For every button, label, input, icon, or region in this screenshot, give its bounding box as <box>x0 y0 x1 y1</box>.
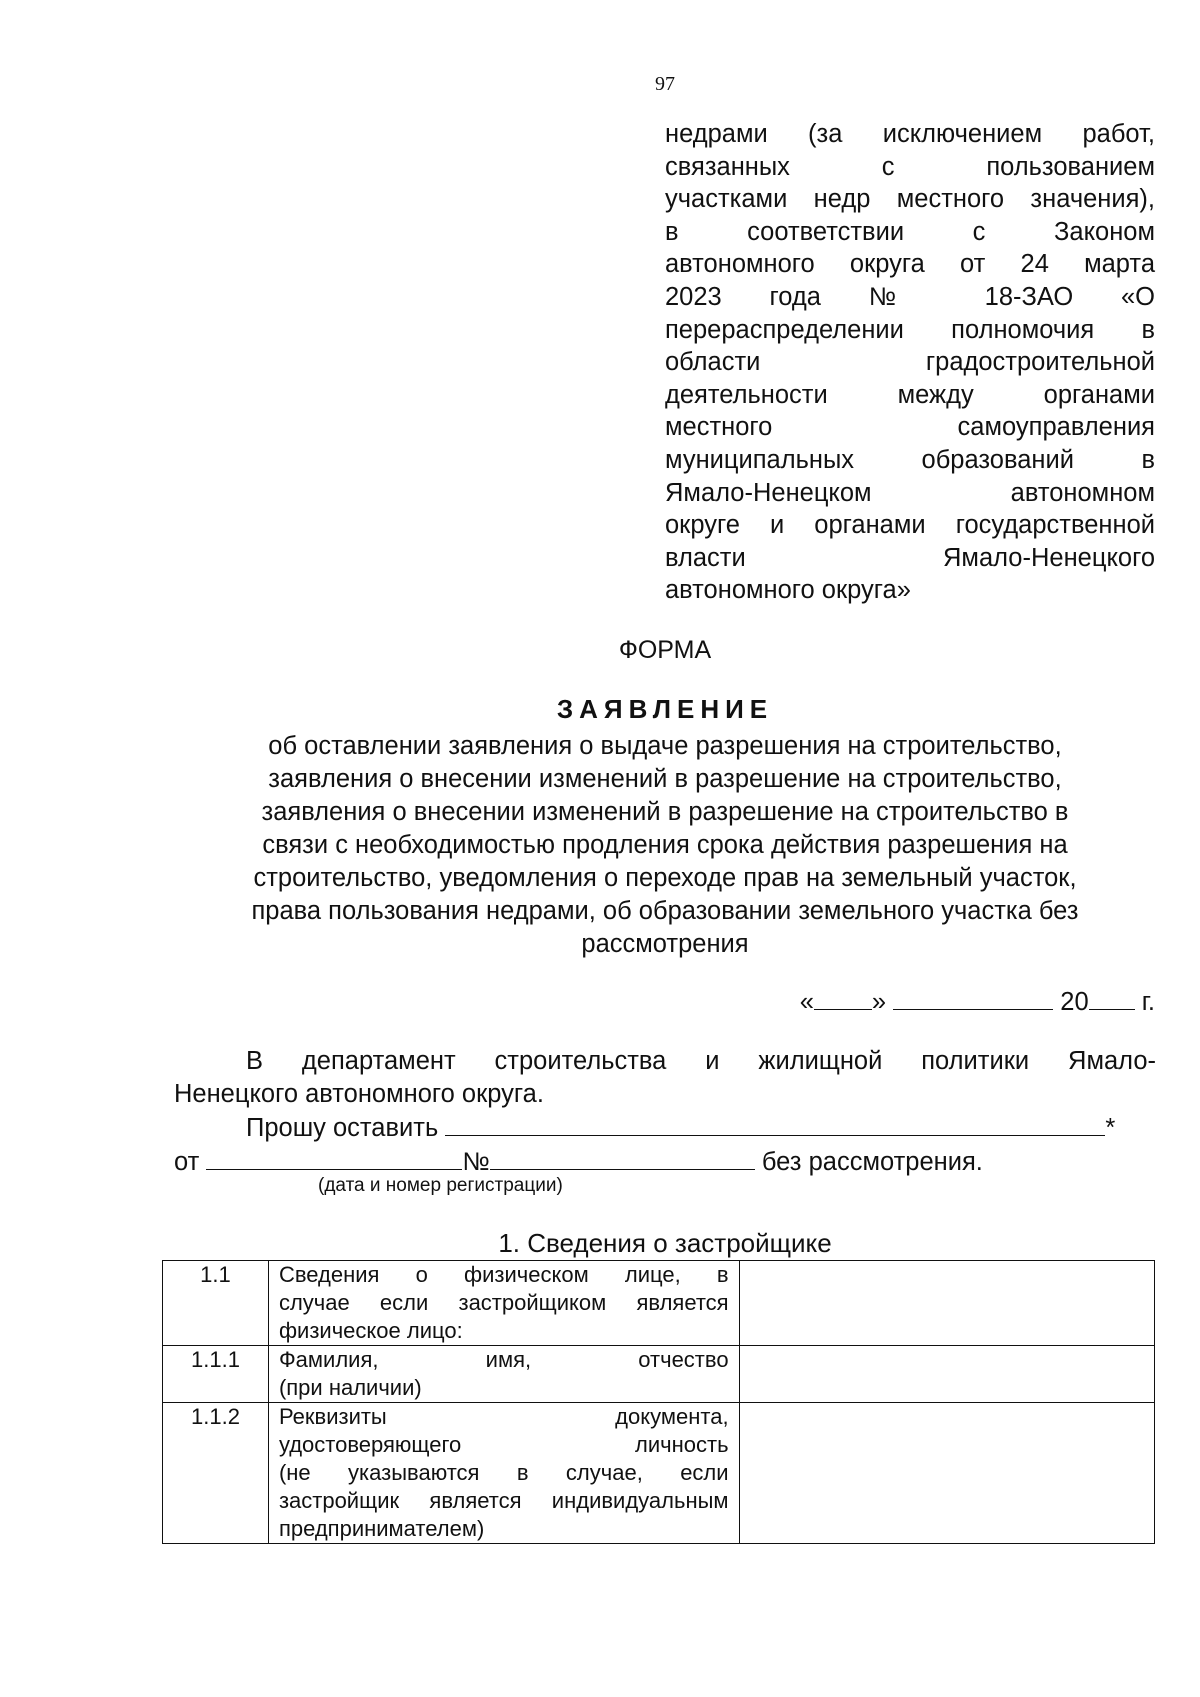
row-label-line: Сведения о физическом лице, в <box>278 1262 729 1287</box>
row-label-line: случае если застройщиком является <box>278 1290 729 1315</box>
from-label: от <box>174 1148 200 1176</box>
row-value-cell[interactable] <box>739 1261 1154 1346</box>
table-row <box>163 1261 1155 1346</box>
row-label-line: Реквизиты документа, <box>278 1404 729 1429</box>
subtitle-line: права пользования недрами, об образовании земельного участка без <box>251 897 1079 925</box>
header-block <box>665 118 1155 607</box>
month-field[interactable] <box>893 985 1053 1010</box>
form-label: ФОРМА <box>618 636 712 664</box>
row-label <box>268 1261 739 1346</box>
page-number: 97 <box>655 73 675 95</box>
asterisk: * <box>1105 1114 1116 1142</box>
table-row <box>163 1346 1155 1403</box>
header-line: деятельности между органами <box>665 380 1155 409</box>
registration-hint: (дата и номер регистрации) <box>318 1175 563 1196</box>
close-quote: » <box>871 988 887 1016</box>
row-number: 1.1.2 <box>163 1403 269 1544</box>
without-review-label: без рассмотрения. <box>761 1148 983 1176</box>
header-line: недрами (за исключением работ, <box>665 120 1155 148</box>
header-line: перераспределении полномочия в <box>665 315 1155 344</box>
day-field[interactable] <box>814 985 872 1010</box>
section-title: 1. Сведения о застройщике <box>498 1228 832 1258</box>
number-label: № <box>462 1148 490 1176</box>
row-label-line: (не указываются в случае, если <box>278 1460 729 1485</box>
header-line: местного самоуправления <box>665 413 1155 442</box>
header-line: области градостроительной <box>665 348 1155 377</box>
body-paragraph <box>174 1045 1156 1179</box>
row-number: 1.1.1 <box>163 1346 269 1403</box>
header-line: муниципальных образований в <box>665 445 1155 474</box>
row-label-line: застройщик является индивидуальным <box>278 1488 729 1513</box>
row-label-line: Фамилия, имя, отчество <box>278 1347 729 1372</box>
date-line <box>800 985 1155 1017</box>
document-subtitle <box>170 730 1160 961</box>
request-label: Прошу оставить <box>246 1114 439 1142</box>
header-line: автономного округа от 24 марта <box>665 250 1155 279</box>
body-line-1: В департамент строительства и жилищной политики Ямало- <box>246 1047 1156 1075</box>
row-label-line: удостоверяющего личность <box>278 1432 729 1457</box>
header-line: автономного округа» <box>665 576 911 605</box>
row-label-line: предпринимателем) <box>278 1516 485 1541</box>
registration-number-field[interactable] <box>490 1145 755 1170</box>
row-label-line: физическое лицо: <box>278 1318 463 1343</box>
year-prefix: 20 <box>1060 988 1089 1016</box>
subtitle-line: рассмотрения <box>581 930 749 958</box>
row-label <box>268 1403 739 1544</box>
body-line-2: Ненецкого автономного округа. <box>174 1080 544 1108</box>
row-number: 1.1 <box>163 1261 269 1346</box>
row-value-cell[interactable] <box>739 1346 1154 1403</box>
row-label <box>268 1346 739 1403</box>
header-line: Ямало-Ненецком автономном <box>665 478 1155 507</box>
document-title: ЗАЯВЛЕНИЕ <box>556 694 774 724</box>
header-line: связанных с пользованием <box>665 152 1155 181</box>
header-line: власти Ямало-Ненецкого <box>665 543 1155 572</box>
header-line: округе и органами государственной <box>665 511 1155 540</box>
header-line: участками недр местного значения), <box>665 185 1155 214</box>
request-field[interactable] <box>445 1111 1105 1136</box>
developer-info-table <box>162 1260 1155 1544</box>
row-label-line: (при наличии) <box>278 1375 422 1400</box>
table-row <box>163 1403 1155 1544</box>
subtitle-line: заявления о внесении изменений в разрешение на строительство в <box>261 798 1069 826</box>
header-line: в соответствии с Законом <box>665 217 1155 246</box>
registration-line <box>174 1145 1156 1179</box>
subtitle-line: заявления о внесении изменений в разрешение на строительство, <box>268 765 1062 793</box>
header-line: 2023 года № 18-ЗАО «О <box>665 282 1155 311</box>
registration-date-field[interactable] <box>206 1145 462 1170</box>
subtitle-line: строительство, уведомления о переходе прав на земельный участок, <box>253 864 1077 892</box>
year-field[interactable] <box>1089 985 1135 1010</box>
subtitle-line: об оставлении заявления о выдаче разрешения на строительство, <box>268 732 1062 760</box>
request-line <box>174 1111 1156 1145</box>
open-quote: « <box>799 988 814 1016</box>
subtitle-line: связи с необходимостью продления срока действия разрешения на <box>262 831 1068 859</box>
year-suffix: г. <box>1134 988 1155 1016</box>
row-value-cell[interactable] <box>739 1403 1154 1544</box>
